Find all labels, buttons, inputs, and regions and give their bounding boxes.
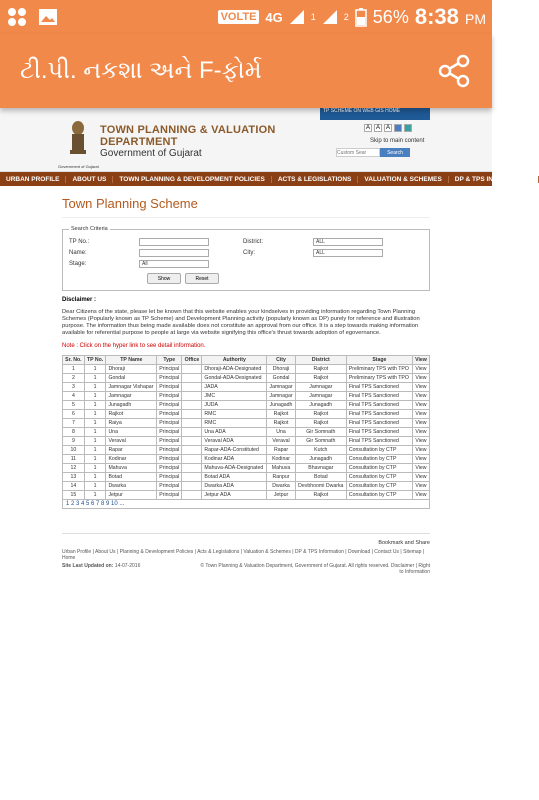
- table-cell: Principal: [157, 446, 182, 455]
- table-cell: Principal: [157, 455, 182, 464]
- emblem-caption: Government of Gujarat: [58, 164, 99, 169]
- table-cell: Mahuva: [106, 464, 157, 473]
- nav-policies[interactable]: TOWN PLANNING & DEVELOPMENT POLICIES: [113, 176, 271, 183]
- signal-icon: [289, 9, 305, 25]
- table-cell: [182, 464, 202, 473]
- app-title: ટી.પી. નકશા અને F-ફોર્મ: [20, 57, 262, 84]
- reset-button[interactable]: Reset: [185, 273, 219, 284]
- sim1-label: 1: [310, 12, 316, 22]
- table-cell: Dwarka: [267, 482, 296, 491]
- table-row: [63, 428, 430, 437]
- table-cell: 1: [84, 410, 106, 419]
- site-header: [0, 108, 492, 172]
- table-row: [63, 410, 430, 419]
- table-cell: Jamnagar: [267, 392, 296, 401]
- table-cell: Jamnagar Vishapar: [106, 383, 157, 392]
- table-cell: Jetpur ADA: [202, 491, 267, 500]
- table-cell: Principal: [157, 491, 182, 500]
- district-select[interactable]: ALL: [313, 238, 383, 246]
- disclaimer-text: Dear Citizens of the state, please let be known that this website enables your kindselves in providing information regarding Town Planning Schemes (Popularly known as TP Scheme) and Development Planning activity (popularly known as DP) purely for reference and illustration purpose. The information thus being made available does not constitute an approval from our office. It is a step towards making information available for referential purpose to people at large via website signifying this office's thrust towards adoption of egovernance.: [62, 309, 420, 336]
- table-cell: Principal: [157, 383, 182, 392]
- table-cell: 12: [63, 464, 85, 473]
- battery-percent: 56%: [372, 6, 409, 27]
- view-link[interactable]: View: [412, 419, 429, 428]
- view-link[interactable]: View: [412, 482, 429, 491]
- table-cell: [182, 401, 202, 410]
- search-legend: Search Criteria: [71, 226, 108, 232]
- column-header: City: [267, 356, 296, 365]
- table-cell: [182, 410, 202, 419]
- table-cell: Raiya: [106, 419, 157, 428]
- table-row: [63, 437, 430, 446]
- dept-title-2: DEPARTMENT: [100, 136, 178, 148]
- nav-dp-tps[interactable]: DP & TPS INFORMATION: [449, 176, 539, 183]
- clock: 8:38 PM: [414, 4, 486, 29]
- view-link[interactable]: View: [412, 428, 429, 437]
- view-link[interactable]: View: [412, 374, 429, 383]
- site-search-input[interactable]: [336, 148, 380, 157]
- nav-acts[interactable]: ACTS & LEGISLATIONS: [272, 176, 359, 183]
- table-cell: Una ADA: [202, 428, 267, 437]
- table-row: [63, 401, 430, 410]
- table-cell: RMC: [202, 419, 267, 428]
- search-criteria: [62, 226, 430, 291]
- table-cell: JADA: [202, 383, 267, 392]
- status-bar: [0, 0, 492, 34]
- table-cell: [182, 392, 202, 401]
- table-cell: 1: [84, 374, 106, 383]
- nav-about-us[interactable]: ABOUT US: [66, 176, 113, 183]
- table-cell: Kodinar: [267, 455, 296, 464]
- app-bar: [0, 34, 492, 108]
- table-row: [63, 446, 430, 455]
- table-cell: Una: [106, 428, 157, 437]
- table-cell: Final TPS Sanctioned: [346, 392, 412, 401]
- table-cell: 6: [63, 410, 85, 419]
- view-link[interactable]: View: [412, 464, 429, 473]
- emblem-icon: [66, 118, 90, 162]
- table-cell: 1: [84, 455, 106, 464]
- table-cell: 1: [84, 491, 106, 500]
- table-cell: Preliminary TPS with TPO: [346, 374, 412, 383]
- table-cell: Final TPS Sanctioned: [346, 419, 412, 428]
- skip-link[interactable]: Skip to main content: [370, 138, 425, 144]
- name-input[interactable]: [139, 249, 209, 257]
- tp-scheme-table: [62, 355, 430, 500]
- table-cell: Jamnagar: [267, 383, 296, 392]
- table-cell: Principal: [157, 374, 182, 383]
- table-cell: Devbhoomi Dwarka: [295, 482, 346, 491]
- table-cell: Principal: [157, 464, 182, 473]
- table-cell: 15: [63, 491, 85, 500]
- column-header: District: [295, 356, 346, 365]
- table-cell: Rapar: [267, 446, 296, 455]
- table-cell: Veraval: [106, 437, 157, 446]
- table-cell: Rapar-ADA-Constituted: [202, 446, 267, 455]
- table-cell: Final TPS Sanctioned: [346, 383, 412, 392]
- table-cell: Kutch: [295, 446, 346, 455]
- nav-valuation[interactable]: VALUATION & SCHEMES: [358, 176, 448, 183]
- view-link[interactable]: View: [412, 437, 429, 446]
- table-cell: 1: [84, 383, 106, 392]
- table-row: [63, 491, 430, 500]
- table-cell: [182, 473, 202, 482]
- table-cell: Principal: [157, 419, 182, 428]
- table-cell: Una: [267, 428, 296, 437]
- table-cell: Jamnagar: [295, 383, 346, 392]
- share-icon[interactable]: [436, 53, 472, 89]
- table-cell: 1: [84, 482, 106, 491]
- battery-icon: [355, 7, 367, 27]
- font-size-medium[interactable]: A: [375, 125, 380, 131]
- city-label: City:: [243, 249, 255, 256]
- table-cell: 1: [84, 401, 106, 410]
- table-cell: Preliminary TPS with TPO: [346, 365, 412, 374]
- table-cell: [182, 446, 202, 455]
- main-nav: [0, 172, 532, 186]
- table-cell: Consultation by CTP: [346, 446, 412, 455]
- table-cell: Jamnagar: [106, 392, 157, 401]
- webview: [0, 108, 532, 800]
- stage-select[interactable]: All: [139, 260, 209, 268]
- name-label: Name:: [69, 249, 87, 256]
- table-cell: Principal: [157, 392, 182, 401]
- table-cell: Botad ADA: [202, 473, 267, 482]
- column-header: Type: [157, 356, 182, 365]
- table-cell: 2: [63, 374, 85, 383]
- city-select[interactable]: ALL: [313, 249, 383, 257]
- table-cell: JUDA: [202, 401, 267, 410]
- tp-no-input[interactable]: [139, 238, 209, 246]
- table-cell: Jetpur: [106, 491, 157, 500]
- table-cell: JMC: [202, 392, 267, 401]
- table-cell: Rajkot: [295, 491, 346, 500]
- table-cell: Principal: [157, 473, 182, 482]
- table-cell: Principal: [157, 410, 182, 419]
- table-cell: Consultation by CTP: [346, 473, 412, 482]
- font-size-small[interactable]: A: [365, 125, 370, 131]
- table-cell: 7: [63, 419, 85, 428]
- view-link[interactable]: View: [412, 455, 429, 464]
- app-grid-icon: [6, 6, 28, 28]
- view-link[interactable]: View: [412, 392, 429, 401]
- table-cell: Gondal: [267, 374, 296, 383]
- table-cell: 1: [84, 392, 106, 401]
- table-cell: Botad: [295, 473, 346, 482]
- table-cell: Junagadh: [295, 401, 346, 410]
- view-link[interactable]: View: [412, 491, 429, 500]
- table-row: [63, 482, 430, 491]
- view-link[interactable]: View: [412, 446, 429, 455]
- table-cell: Consultation by CTP: [346, 464, 412, 473]
- pagination[interactable]: 1 2 3 4 5 6 7 8 9 10 ...: [62, 500, 430, 509]
- table-cell: Gondal: [106, 374, 157, 383]
- table-cell: Mahuva-ADA-Designated: [202, 464, 267, 473]
- table-cell: 1: [84, 446, 106, 455]
- table-cell: Rajkot: [267, 419, 296, 428]
- table-cell: Rajkot: [267, 410, 296, 419]
- show-button[interactable]: Show: [147, 273, 181, 284]
- column-header: Sr. No.: [63, 356, 85, 365]
- table-cell: Rajkot: [295, 410, 346, 419]
- table-cell: Principal: [157, 365, 182, 374]
- table-row: [63, 365, 430, 374]
- theme-blue[interactable]: [394, 124, 402, 132]
- table-cell: [182, 437, 202, 446]
- table-cell: Gir Somnath: [295, 437, 346, 446]
- table-cell: [182, 428, 202, 437]
- table-cell: Principal: [157, 428, 182, 437]
- table-cell: Gondal-ADA-Designated: [202, 374, 267, 383]
- table-cell: Kodinar ADA: [202, 455, 267, 464]
- view-link[interactable]: View: [412, 473, 429, 482]
- footer-links[interactable]: Urban Profile | About Us | Planning & Development Policies | Acts & Legislations | Valuation & Schemes | DP & TPS Information | Download | Contact Us | Sitemap | Home: [62, 549, 425, 561]
- table-cell: Final TPS Sanctioned: [346, 437, 412, 446]
- table-cell: 1: [84, 464, 106, 473]
- column-header: Office: [182, 356, 202, 365]
- home-link[interactable]: HOME: [385, 108, 401, 114]
- table-cell: Final TPS Sanctioned: [346, 401, 412, 410]
- table-cell: 3: [63, 383, 85, 392]
- table-cell: Junagadh: [295, 455, 346, 464]
- dept-title-1: TOWN PLANNING & VALUATION: [100, 124, 276, 136]
- column-header: TP No.: [84, 356, 106, 365]
- table-cell: 1: [84, 365, 106, 374]
- table-cell: Jetpur: [267, 491, 296, 500]
- stage-label: Stage:: [69, 260, 87, 267]
- table-cell: Gir Somnath: [295, 428, 346, 437]
- disclaimer-heading: Disclaimer :: [62, 297, 97, 303]
- table-cell: Rajkot: [295, 419, 346, 428]
- table-cell: 10: [63, 446, 85, 455]
- table-cell: 1: [63, 365, 85, 374]
- table-cell: 8: [63, 428, 85, 437]
- table-cell: 1: [84, 473, 106, 482]
- tp-no-label: TP No.:: [69, 238, 90, 245]
- table-cell: Principal: [157, 401, 182, 410]
- table-cell: 9: [63, 437, 85, 446]
- column-header: View: [412, 356, 429, 365]
- table-cell: Dhoraji: [106, 365, 157, 374]
- page-title: Town Planning Scheme: [62, 196, 430, 218]
- column-header: Stage: [346, 356, 412, 365]
- table-cell: Junagadh: [267, 401, 296, 410]
- site-footer: [62, 533, 430, 575]
- table-cell: 4: [63, 392, 85, 401]
- table-cell: Final TPS Sanctioned: [346, 410, 412, 419]
- gallery-icon: [38, 7, 58, 27]
- tps-web-gis-link[interactable]: TP SCHEME ON WEB GIS HOME: [320, 108, 430, 120]
- table-cell: 5: [63, 401, 85, 410]
- column-header: Authority: [202, 356, 267, 365]
- table-cell: Junagadh: [106, 401, 157, 410]
- table-row: [63, 419, 430, 428]
- table-cell: [182, 383, 202, 392]
- theme-teal[interactable]: [404, 124, 412, 132]
- table-cell: Consultation by CTP: [346, 491, 412, 500]
- site-search-button[interactable]: Search: [380, 148, 410, 157]
- font-size-large[interactable]: A: [385, 125, 390, 131]
- copyright: © Town Planning & Valuation Department, Government of Gujarat. All rights reserved. Disclaimer | Right to Information: [200, 563, 430, 575]
- table-cell: Botad: [106, 473, 157, 482]
- table-cell: [182, 365, 202, 374]
- table-cell: Jamnagar: [295, 392, 346, 401]
- view-link[interactable]: View: [412, 410, 429, 419]
- table-cell: Rajkot: [106, 410, 157, 419]
- view-link[interactable]: View: [412, 365, 429, 374]
- table-cell: 1: [84, 428, 106, 437]
- table-cell: Rapar: [106, 446, 157, 455]
- table-cell: 1: [84, 419, 106, 428]
- view-link[interactable]: View: [412, 383, 429, 392]
- table-row: [63, 464, 430, 473]
- table-cell: [182, 482, 202, 491]
- table-cell: Ranpur: [267, 473, 296, 482]
- table-row: [63, 455, 430, 464]
- table-cell: 13: [63, 473, 85, 482]
- table-cell: RMC: [202, 410, 267, 419]
- table-cell: [182, 374, 202, 383]
- table-cell: Final TPS Sanctioned: [346, 428, 412, 437]
- table-cell: Veraval: [267, 437, 296, 446]
- table-cell: 14: [63, 482, 85, 491]
- table-cell: Dwarka ADA: [202, 482, 267, 491]
- table-cell: Consultation by CTP: [346, 455, 412, 464]
- last-updated: Site Last Updated on: 14-07-2016: [62, 563, 141, 569]
- table-cell: [182, 455, 202, 464]
- hyperlink-note: Note : Click on the hyper link to see detail information.: [62, 343, 206, 349]
- table-cell: Dwarka: [106, 482, 157, 491]
- table-cell: Bhavnagar: [295, 464, 346, 473]
- column-header: TP Name: [106, 356, 157, 365]
- signal-icon-2: [322, 9, 338, 25]
- table-row: [63, 383, 430, 392]
- table-cell: Principal: [157, 437, 182, 446]
- table-row: [63, 374, 430, 383]
- table-cell: Mahuva: [267, 464, 296, 473]
- table-cell: 1: [84, 437, 106, 446]
- table-cell: Principal: [157, 482, 182, 491]
- view-link[interactable]: View: [412, 401, 429, 410]
- network-type: 4G: [265, 9, 283, 25]
- table-row: [63, 473, 430, 482]
- table-cell: Rajkot: [295, 365, 346, 374]
- table-row: [63, 392, 430, 401]
- table-cell: Dhoraji-ADA-Designated: [202, 365, 267, 374]
- table-cell: [182, 419, 202, 428]
- bookmark-share-link[interactable]: Bookmark and Share: [378, 540, 430, 546]
- volte-badge: VOLTE: [218, 10, 260, 24]
- sim2-label: 2: [343, 12, 349, 22]
- table-cell: Rajkot: [295, 374, 346, 383]
- table-cell: Dhoraji: [267, 365, 296, 374]
- table-cell: 11: [63, 455, 85, 464]
- table-cell: Consultation by CTP: [346, 482, 412, 491]
- table-cell: [182, 491, 202, 500]
- district-label: District:: [243, 238, 263, 245]
- table-cell: Veraval ADA: [202, 437, 267, 446]
- gov-label: Government of Gujarat: [100, 148, 202, 159]
- nav-urban-profile[interactable]: URBAN PROFILE: [0, 176, 66, 183]
- table-cell: Kodinar: [106, 455, 157, 464]
